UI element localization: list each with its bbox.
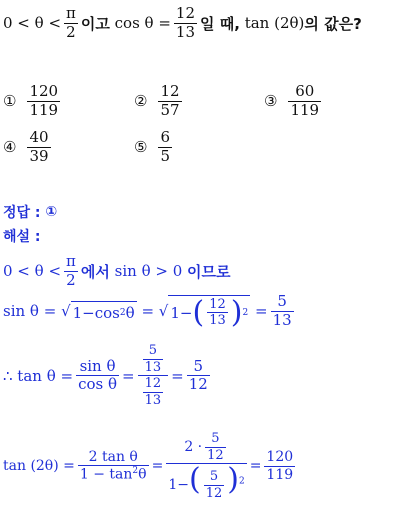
explain-tan2-line: tan (2θ) = $\frac{\text{2 tan θ}}{1 - \tan^2\theta}$ = 2 · $\frac{5}{12}$ 1−( $\frac{5}{12}$ )$^2$ = $\frac{120}{119}$ [3,431,294,501]
explain-label: 해설 : [3,229,41,245]
explain-tan-line: ∴ tan θ = $\frac{\text{sin θ}}{\text{cos θ}}$ = $\frac{\frac{5}{13}}{\frac{12}{13}}$ = $\frac{5}{12}$ [3,343,208,408]
compound-fraction: $\frac{\frac{5}{13}}{\frac{12}{13}}$ [138,344,169,408]
explain-line-1: 0 < θ < $\frac{\pi}{2}$ 에서 sin θ > 0 이므로 [3,252,231,289]
option-5[interactable]: ⑤ $\frac{6}{5}$ [134,128,170,165]
option-4[interactable]: ④ $\frac{40}{39}$ [3,128,49,165]
answer-mark: ① [45,204,58,220]
cos-fraction: $\frac{12}{13}$ [175,4,195,41]
question-text-2: 일 때, [200,14,240,33]
answer-line: 정답 : ① [3,204,58,221]
option-1[interactable]: ① $\frac{120}{119}$ [3,82,59,119]
question-text-3: 의 값은? [304,14,362,33]
question-text-1: 이고 [80,14,110,33]
question-line [3,6,362,41]
pi-over-2: $\frac{\pi}{2}$ [66,4,76,41]
option-2[interactable]: ② $\frac{12}{57}$ [134,82,180,119]
tan2-label: tan (2θ) [244,14,305,33]
theta-range: 0 < θ < [3,14,62,33]
tan2-compound: 2 · $\frac{5}{12}$ 1−( $\frac{5}{12}$ )$^2$ [168,431,245,501]
cos-label: cos θ = [114,14,171,33]
explain-sin-line: sin θ = √ 1−cos 2 θ = √ 1− ( $\frac{12}{13}$ ) 2 = $\frac{5}{13}$ [3,292,292,330]
option-3[interactable]: ③ $\frac{60}{119}$ [264,82,320,119]
